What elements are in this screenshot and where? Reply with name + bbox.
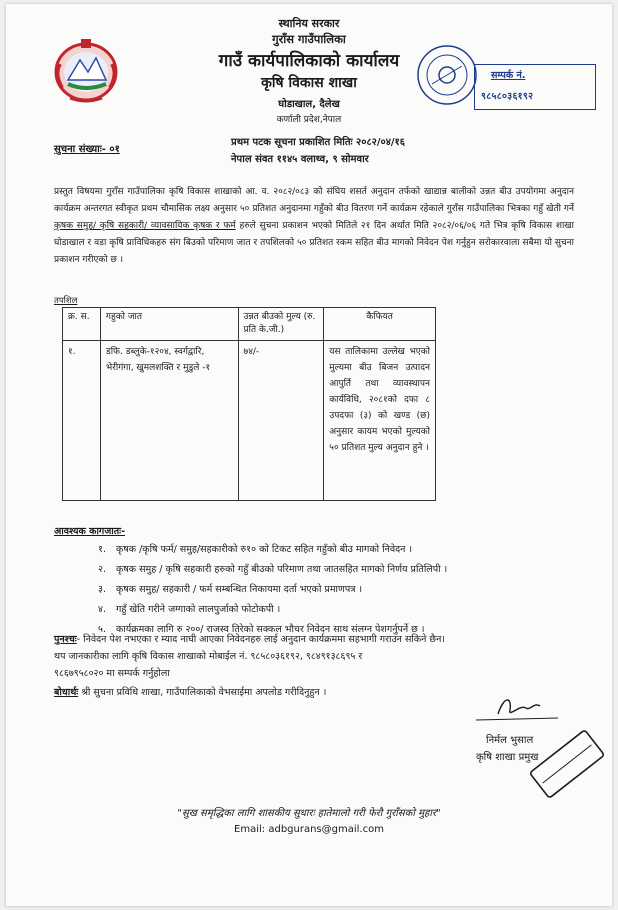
bodharth-label: बोधार्थः [54,687,79,698]
item-number: ४. [98,604,106,615]
item-number: ५. [98,624,106,635]
item-number: ३. [98,584,106,595]
list-item [98,600,447,620]
signatory-name: निर्मल भुसाल [486,735,534,746]
note-label: पुनश्चः [54,634,77,645]
item-text: कृषक /कृषि फर्म/ समुह/सहकारीको रु१० को टिकट सहित गहुँको बीउ मागको निवेदन । [116,544,413,555]
handwritten-signature [468,686,568,726]
note-text: - निवेदन पेश नभएका र म्याद नाघी आएका निवेदनहरु लाई अनुदान कार्यक्रममा सहभागी गराउन सकिने छैन। [76,634,445,645]
item-text: कृषक समुह / कृषि सहकारी हरुको गहुँ बीउको परिमाण तथा जातसहित मागको निर्णय प्रतिलिपी । [116,564,448,575]
postscript-note [54,631,594,682]
table-row [63,341,436,501]
header-office: गाउँ कार्यपालिकाको कार्यालय [218,51,400,71]
header-remarks: कैफियत [324,308,436,341]
cell-variety: डफि. डब्लुके-१२०४, स्वर्गद्वारि, भेरीगंगा, खुमलशक्ति र मुडुले -१ [100,341,238,501]
table-header-row [63,308,436,341]
header-sn: क्र. स. [63,308,101,341]
office-seal-stamp [416,44,478,106]
documents-title: आवश्यक कागजातः- [54,526,126,537]
list-item [98,540,447,560]
documents-list [98,540,447,640]
header-line1: स्थानिय सरकार [278,17,340,30]
bodharth-text: श्री सुचना प्रविधि शाखा, गाउँपालिकाको वेभसाईमा अपलोड गरीदिनुहुन । [78,687,327,698]
notice-number: सुचना संख्याः- ०१ [54,144,120,155]
header-branch: कृषि विकास शाखा [261,75,357,91]
item-text: गहुँ खेति गरीने जग्गाको लालपुर्जाको फोटोकपी । [116,604,281,615]
details-table [62,307,436,501]
bodharth-line [54,685,326,698]
notice-document [6,4,612,906]
header-location: घोडाखाल, दैलेख [278,99,340,110]
item-number: १. [98,544,106,555]
nepal-sambat-date: नेपाल संवत ११४५ वलाथ्व, ९ सोमवार [231,154,369,165]
note-line2: थप जानकारीका लागि कृषि विकास शाखाको मोबाईल नं. ९८५८०३६१९२, ९८४९१३८६९५ र [54,651,363,662]
contact-label: सम्पर्क नं. [491,70,526,81]
notice-paragraph [54,184,574,269]
paragraph-part1: प्रस्तुत विषयमा गुराँस गाउँपालिका कृषि विकास शाखाको आ. व. २०८२/०८३ को संघिय शसर्त अनुदान तर्फको खाद्यान्न बालीको उन्नत बीउ उपयोगमा अनुदान कार्यक्रम अन्तरगत स्वीकृत प्रथम चौमासिक लक्ष्य अनुसार ५० प्रतिशत अनुदानमा गहुँको बीउ वितरण गर्ने कार्यक्रम रहेकाले गुराँस गाउँपालिका भित्रका गहुँ खेती गर्ने [54,187,574,214]
item-text: कार्यक्रमका लागि रु २००/ राजस्व तिरेको सक्कल भौचर निवेदन साथ संलग्न पेशगर्नुपर्ने छ । [116,624,425,635]
note-line3: ९८६७९५८०२० मा सम्पर्क गर्नुहोला [54,668,170,679]
cell-price: ७४/- [238,341,324,501]
signature-stamp [522,724,612,804]
signatory-title: कृषि शाखा प्रमुख [476,752,539,763]
header-province: कर्णाली प्रदेश,नेपाल [276,115,342,125]
item-text: कृषक समुह/ सहकारी / फर्म सम्बन्धित निकायमा दर्ता भएको प्रमाणपत्र । [116,584,363,595]
header-price: उन्नत बीउको मुल्य (रु. प्रति के.जी.) [238,308,324,341]
item-number: २. [98,564,106,575]
footer-motto: "सुख समृद्धिका लागि शासकीय सुधारः हातेमालो गरी फेरौ गुराँसको मुहार" [177,808,441,819]
footer-email: Email: adbgurans@gmail.com [234,824,384,835]
contact-box [474,64,596,110]
header-variety: गहुको जात [100,308,238,341]
publish-date: प्रथम पटक सूचना प्रकाशित मितिः २०८२/०४/१६ [231,137,405,148]
table-caption: तपशिल [54,296,78,306]
cell-sn: १. [63,341,101,501]
paragraph-underlined: कृषक समुह/ कृषि सहकारी/ व्यावसायिक कृषक र फर्म [54,221,236,231]
paragraph-part2: हरुले सुचना प्रकाशन भएको मितिले २१ दिन अर्थात मिति २०८२/०६/०६ गते भित्र कृषि विकास शाखा घोडाखाल र वडा कृषि प्राविधिकहरु संग बिउको परिमाण जात र तपशिलको ५० प्रतिशत रकम सहित बीउ मागको निवेदन पेश गर्नुहुन सरोकारवाला सबैमा यो सुचना प्रकाशन गरीएको छ । [54,221,574,265]
cell-remarks: यस तालिकामा उल्लेख भएको मुल्यमा बीउ बिजन उत्पादन आपुर्ति तथा व्यावस्थापन कार्यविधि, २०८१को दफा ८ उपदफा (३) को खण्ड (छ) अनुसार कायम भएको मुल्यको ५० प्रतिशत मुल्य अनुदान हुने । [324,341,436,501]
list-item [98,580,447,600]
list-item [98,560,447,580]
header-line2: गुराँस गाउँपालिका [272,32,346,46]
contact-number: ९८५८०३६१९२ [481,91,534,102]
